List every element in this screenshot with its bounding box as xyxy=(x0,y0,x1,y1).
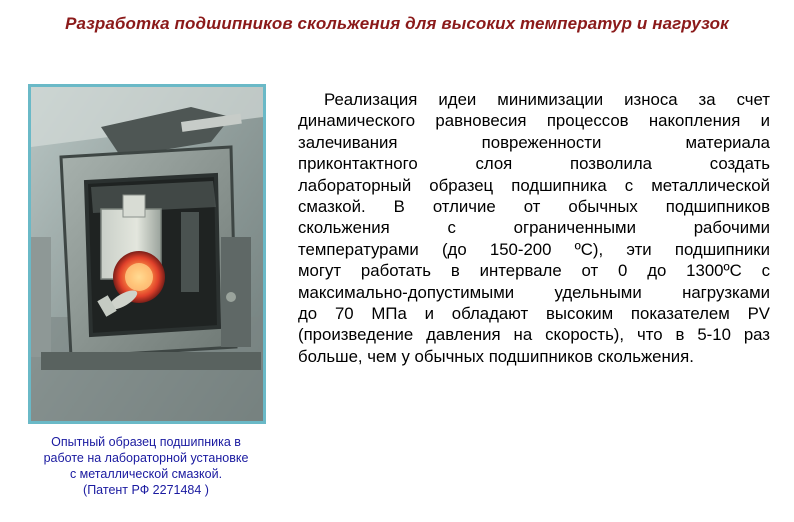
bearing-test-photo xyxy=(31,87,263,421)
body-line: динамического равновесия процессов накопления и xyxy=(298,111,770,131)
body-line: температурами (до 150-200 ºС), эти подшипники xyxy=(298,239,770,259)
caption-line: работе на лабораторной установке xyxy=(43,451,249,465)
body-line: лабораторный образец подшипника с металлической xyxy=(298,175,770,195)
body-line: Реализация идеи минимизации износа за счет xyxy=(324,90,770,109)
body-line: могут работать в интервале от 0 до 1300ºС с xyxy=(298,261,770,281)
body-line: больше, чем у обычных подшипников скольжения. xyxy=(298,346,694,366)
photo-caption xyxy=(20,434,272,498)
caption-line: с металлической смазкой. xyxy=(69,467,223,481)
body-line: смазкой. В отличие от обычных подшипников xyxy=(298,196,770,216)
caption-line: Опытный образец подшипника в xyxy=(51,435,241,449)
photo-frame xyxy=(28,84,266,424)
body-line: приконтактного слоя позволила создать xyxy=(298,154,770,174)
body-paragraph xyxy=(298,89,770,367)
slide-title: Разработка подшипников скольжения для высоких температур и нагрузок xyxy=(65,14,729,33)
body-line: скольжения с ограниченными рабочими xyxy=(298,218,770,238)
body-line: максимально-допустимыми удельными нагрузками xyxy=(298,282,770,302)
caption-line: (Патент РФ 2271484 ) xyxy=(83,483,209,497)
body-line: до 70 МПа и обладают высоким показателем PV xyxy=(298,303,770,323)
body-line: залечивания повреженности материала xyxy=(298,132,770,152)
body-line: (произведение давления на скорость), что в 5-10 раз xyxy=(298,325,770,345)
